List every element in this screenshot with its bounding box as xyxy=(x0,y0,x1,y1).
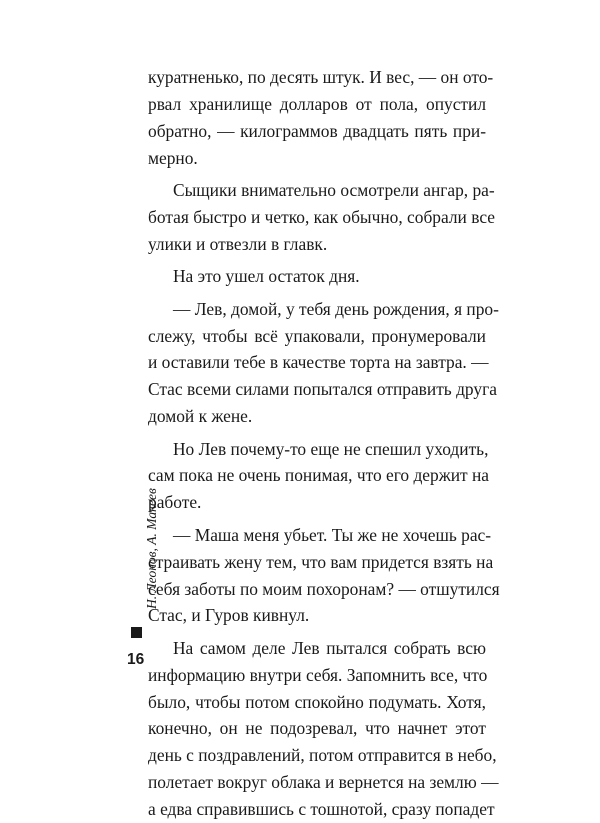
page-number: 16 xyxy=(127,651,145,668)
text-line: сам пока не очень понимая, что его держит на xyxy=(148,465,490,486)
text-line: куратненько, по десять штук. И вес, — он ото- xyxy=(148,67,494,87)
text-line: день с поздравлений, потом отправится в небо, xyxy=(148,745,497,766)
running-head-authors: Н. Леонов, А. Макеев xyxy=(144,488,159,609)
text-line: работе. xyxy=(148,492,202,513)
page-body xyxy=(148,64,500,823)
text-line: — Маша меня убьет. Ты же не хочешь рас- xyxy=(173,524,492,545)
text-line: На это ушел остаток дня. xyxy=(173,266,360,287)
paragraph xyxy=(148,436,490,517)
text-line: Стас, и Гуров кивнул. xyxy=(148,605,310,626)
text-line: ботая быстро и четко, как обычно, собрали все xyxy=(148,206,495,227)
text-line: рвал хранилище долларов от пола, опустил xyxy=(148,93,486,114)
text-line: Стас всеми силами попытался отправить друга xyxy=(148,379,497,400)
text-line: мерно. xyxy=(148,147,198,168)
text-line: — Лев, домой, у тебя день рождения, я про- xyxy=(173,298,499,319)
paragraph xyxy=(148,296,499,430)
paragraph xyxy=(148,522,500,630)
text-line: полетает вокруг облака и вернется на землю — xyxy=(148,772,499,793)
paragraph xyxy=(148,635,499,823)
text-line: слежу, чтобы всё упаковали, пронумеровали xyxy=(148,325,486,346)
text-line: а едва справившись с тошнотой, сразу попадет xyxy=(148,799,495,820)
text-line: себя заботы по моим похоронам? — отшутился xyxy=(148,578,500,599)
text-line: На самом деле Лев пытался собрать всю xyxy=(173,637,486,658)
paragraph xyxy=(148,263,486,290)
text-line: информацию внутри себя. Запомнить все, что xyxy=(148,664,488,685)
page-marker-square xyxy=(131,627,142,638)
text-line: Сыщики внимательно осмотрели ангар, ра- xyxy=(173,180,495,201)
text-line: улики и отвезли в главк. xyxy=(148,233,328,254)
text-line: домой к жене. xyxy=(148,406,253,427)
text-line: Но Лев почему-то еще не спешил уходить, xyxy=(173,438,489,459)
paragraph xyxy=(148,64,494,172)
text-line: страивать жену тем, что вам придется взять на xyxy=(148,551,494,572)
text-line: конечно, он не подозревал, что начнет этот xyxy=(148,718,486,739)
text-line: обратно, — килограммов двадцать пять при- xyxy=(148,120,486,141)
text-line: и оставили тебе в качестве торта на завтра. — xyxy=(148,352,489,373)
paragraph xyxy=(148,177,495,258)
text-line: было, чтобы потом спокойно подумать. Хотя, xyxy=(148,691,486,712)
